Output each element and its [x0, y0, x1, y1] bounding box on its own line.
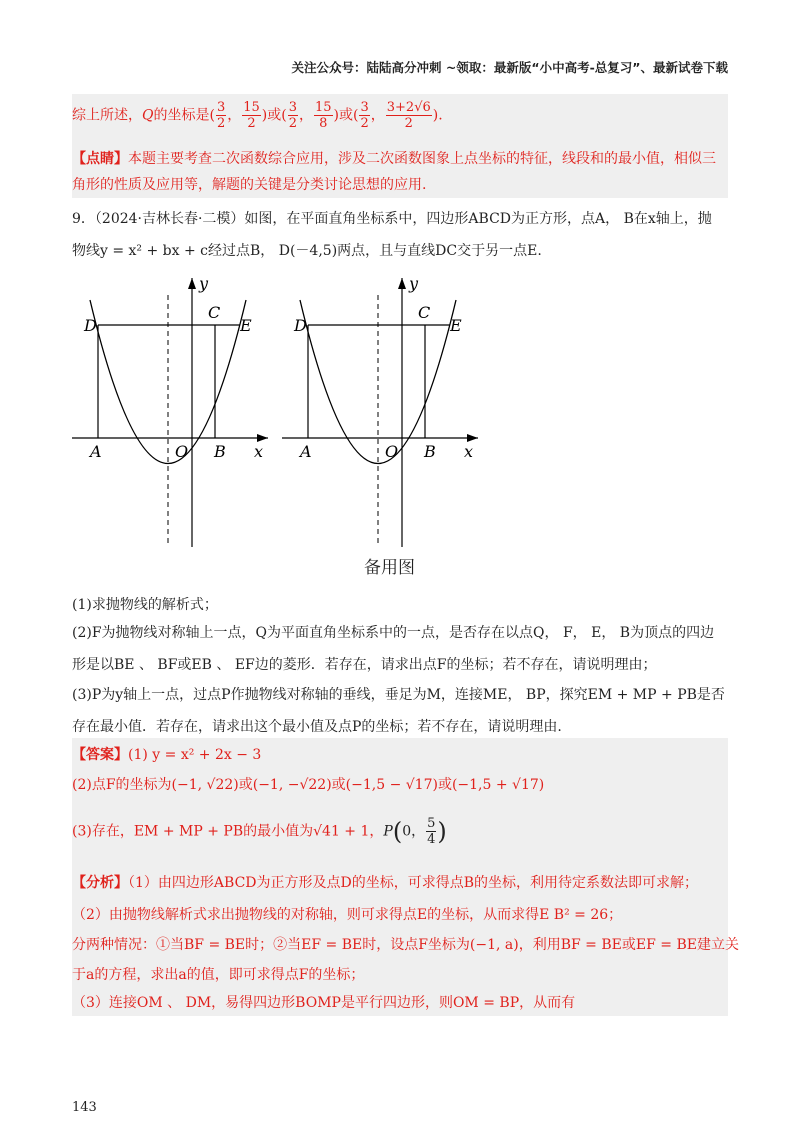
fraction: $\frac{3}{2}$: [288, 100, 297, 131]
label-y: y: [199, 275, 209, 293]
figure-caption: 备用图: [364, 558, 415, 578]
fraction: $\frac{5}{4}$: [427, 816, 436, 847]
label-c: C: [418, 303, 431, 322]
dianjing-line-2: 角形的性质及应用等，解题的关键是分类讨论思想的应用.: [72, 177, 427, 193]
fraction: $\frac{3}{2}$: [216, 100, 226, 131]
question-2-line-1: (2)F为抛物线对称轴上一点，Q为平面直角坐标系中的一点，是否存在以点Q， F， E， B为顶点的四边: [72, 625, 715, 641]
page-number: 143: [72, 1100, 97, 1115]
fraction: $\frac{15}{8}$: [315, 100, 332, 131]
page-header: 关注公众号：陆陆高分冲刺 ~领取：最新版“小中高考-总复习”、最新试卷下载: [291, 60, 728, 75]
analysis-line-2: （2）由抛物线解析式求出抛物线的对称轴，则可求得点E的坐标，从而求得E B² = 26；: [72, 907, 623, 923]
label-b: B: [214, 442, 226, 461]
fraction: $\frac{15}{2}$: [243, 100, 260, 131]
question-3-line-1: (3)P为y轴上一点，过点P作抛物线对称轴的垂线，垂足为M，连接ME， BP，探究EM + MP + PB是否: [72, 687, 725, 703]
label-a: A: [300, 442, 312, 461]
summary-line: 综上所述，Q的坐标是( $\frac{3}{2}$ ， $\frac{15}{2}$ )或( $\frac{3}{2}$ ， $\frac{15}{8}$ )或( $\frac{3}{2}$ ， $\frac{3+2√6}{2}$ ).: [72, 100, 443, 131]
label-y: y: [409, 275, 419, 293]
label-x: x: [464, 442, 474, 461]
problem-line-1: 9．（2024·吉林长春·二模）如图，在平面直角坐标系中，四边形ABCD为正方形，点A， B在x轴上，抛: [72, 211, 712, 227]
answer-block: [72, 738, 739, 1016]
answer-line-1: 【答案】(1) y = x² + 2x − 3: [72, 747, 262, 763]
fraction: $\frac{3}{2}$: [360, 100, 369, 131]
label-c: C: [208, 303, 221, 322]
label-d: D: [294, 316, 307, 335]
figure-main: [72, 275, 272, 550]
answer-line-3: (3)存在，EM + MP + PB的最小值为√41 + 1，P(0， $\frac{5}{4}$ ): [72, 816, 447, 847]
label-b: B: [424, 442, 436, 461]
label-a: A: [90, 442, 102, 461]
figure-spare: [282, 275, 482, 550]
analysis-line-1: 【分析】（1）由四边形ABCD为正方形及点D的坐标，可求得点B的坐标，利用待定系数法即可求解；: [72, 875, 699, 891]
answer-line-2: (2)点F的坐标为(−1, √22)或(−1, −√22)或(−1,5 − √17)或(−1,5 + √17): [72, 777, 545, 793]
analysis-line-3: 分两种情况：①当BF = BE时；②当EF = BE时，设点F坐标为(−1, a)，利用BF = BE或EF = BE建立关: [72, 937, 739, 953]
question-2-line-2: 形是以BE 、 BF或EB 、 EF边的菱形．若存在，请求出点F的坐标；若不存在，请说明理由；: [72, 657, 657, 673]
label-e: E: [240, 316, 252, 335]
fraction: $\frac{3+2√6}{2}$: [386, 100, 431, 131]
label-e: E: [450, 316, 462, 335]
label-o: O: [175, 442, 189, 461]
label-d: D: [84, 316, 97, 335]
dianjing-line-1: 【点睛】本题主要考查二次函数综合应用，涉及二次函数图象上点坐标的特征，线段和的最小值，相似三: [72, 151, 716, 167]
solution-tail-block: [72, 94, 728, 198]
label-x: x: [254, 442, 264, 461]
problem-line-2: 物线y = x² + bx + c经过点B， D(－4,5)两点，且与直线DC交于另一点E.: [72, 243, 542, 259]
question-3-line-2: 存在最小值．若存在，请求出这个最小值及点P的坐标；若不存在，请说明理由.: [72, 719, 562, 735]
question-1: (1)求抛物线的解析式；: [72, 597, 218, 613]
analysis-line-5: （3）连接OM 、 DM，易得四边形BOMP是平行四边形，则OM = BP，从而有: [72, 995, 576, 1011]
label-o: O: [385, 442, 399, 461]
analysis-line-4: 于a的方程，求出a的值，即可求得点F的坐标；: [72, 967, 365, 983]
